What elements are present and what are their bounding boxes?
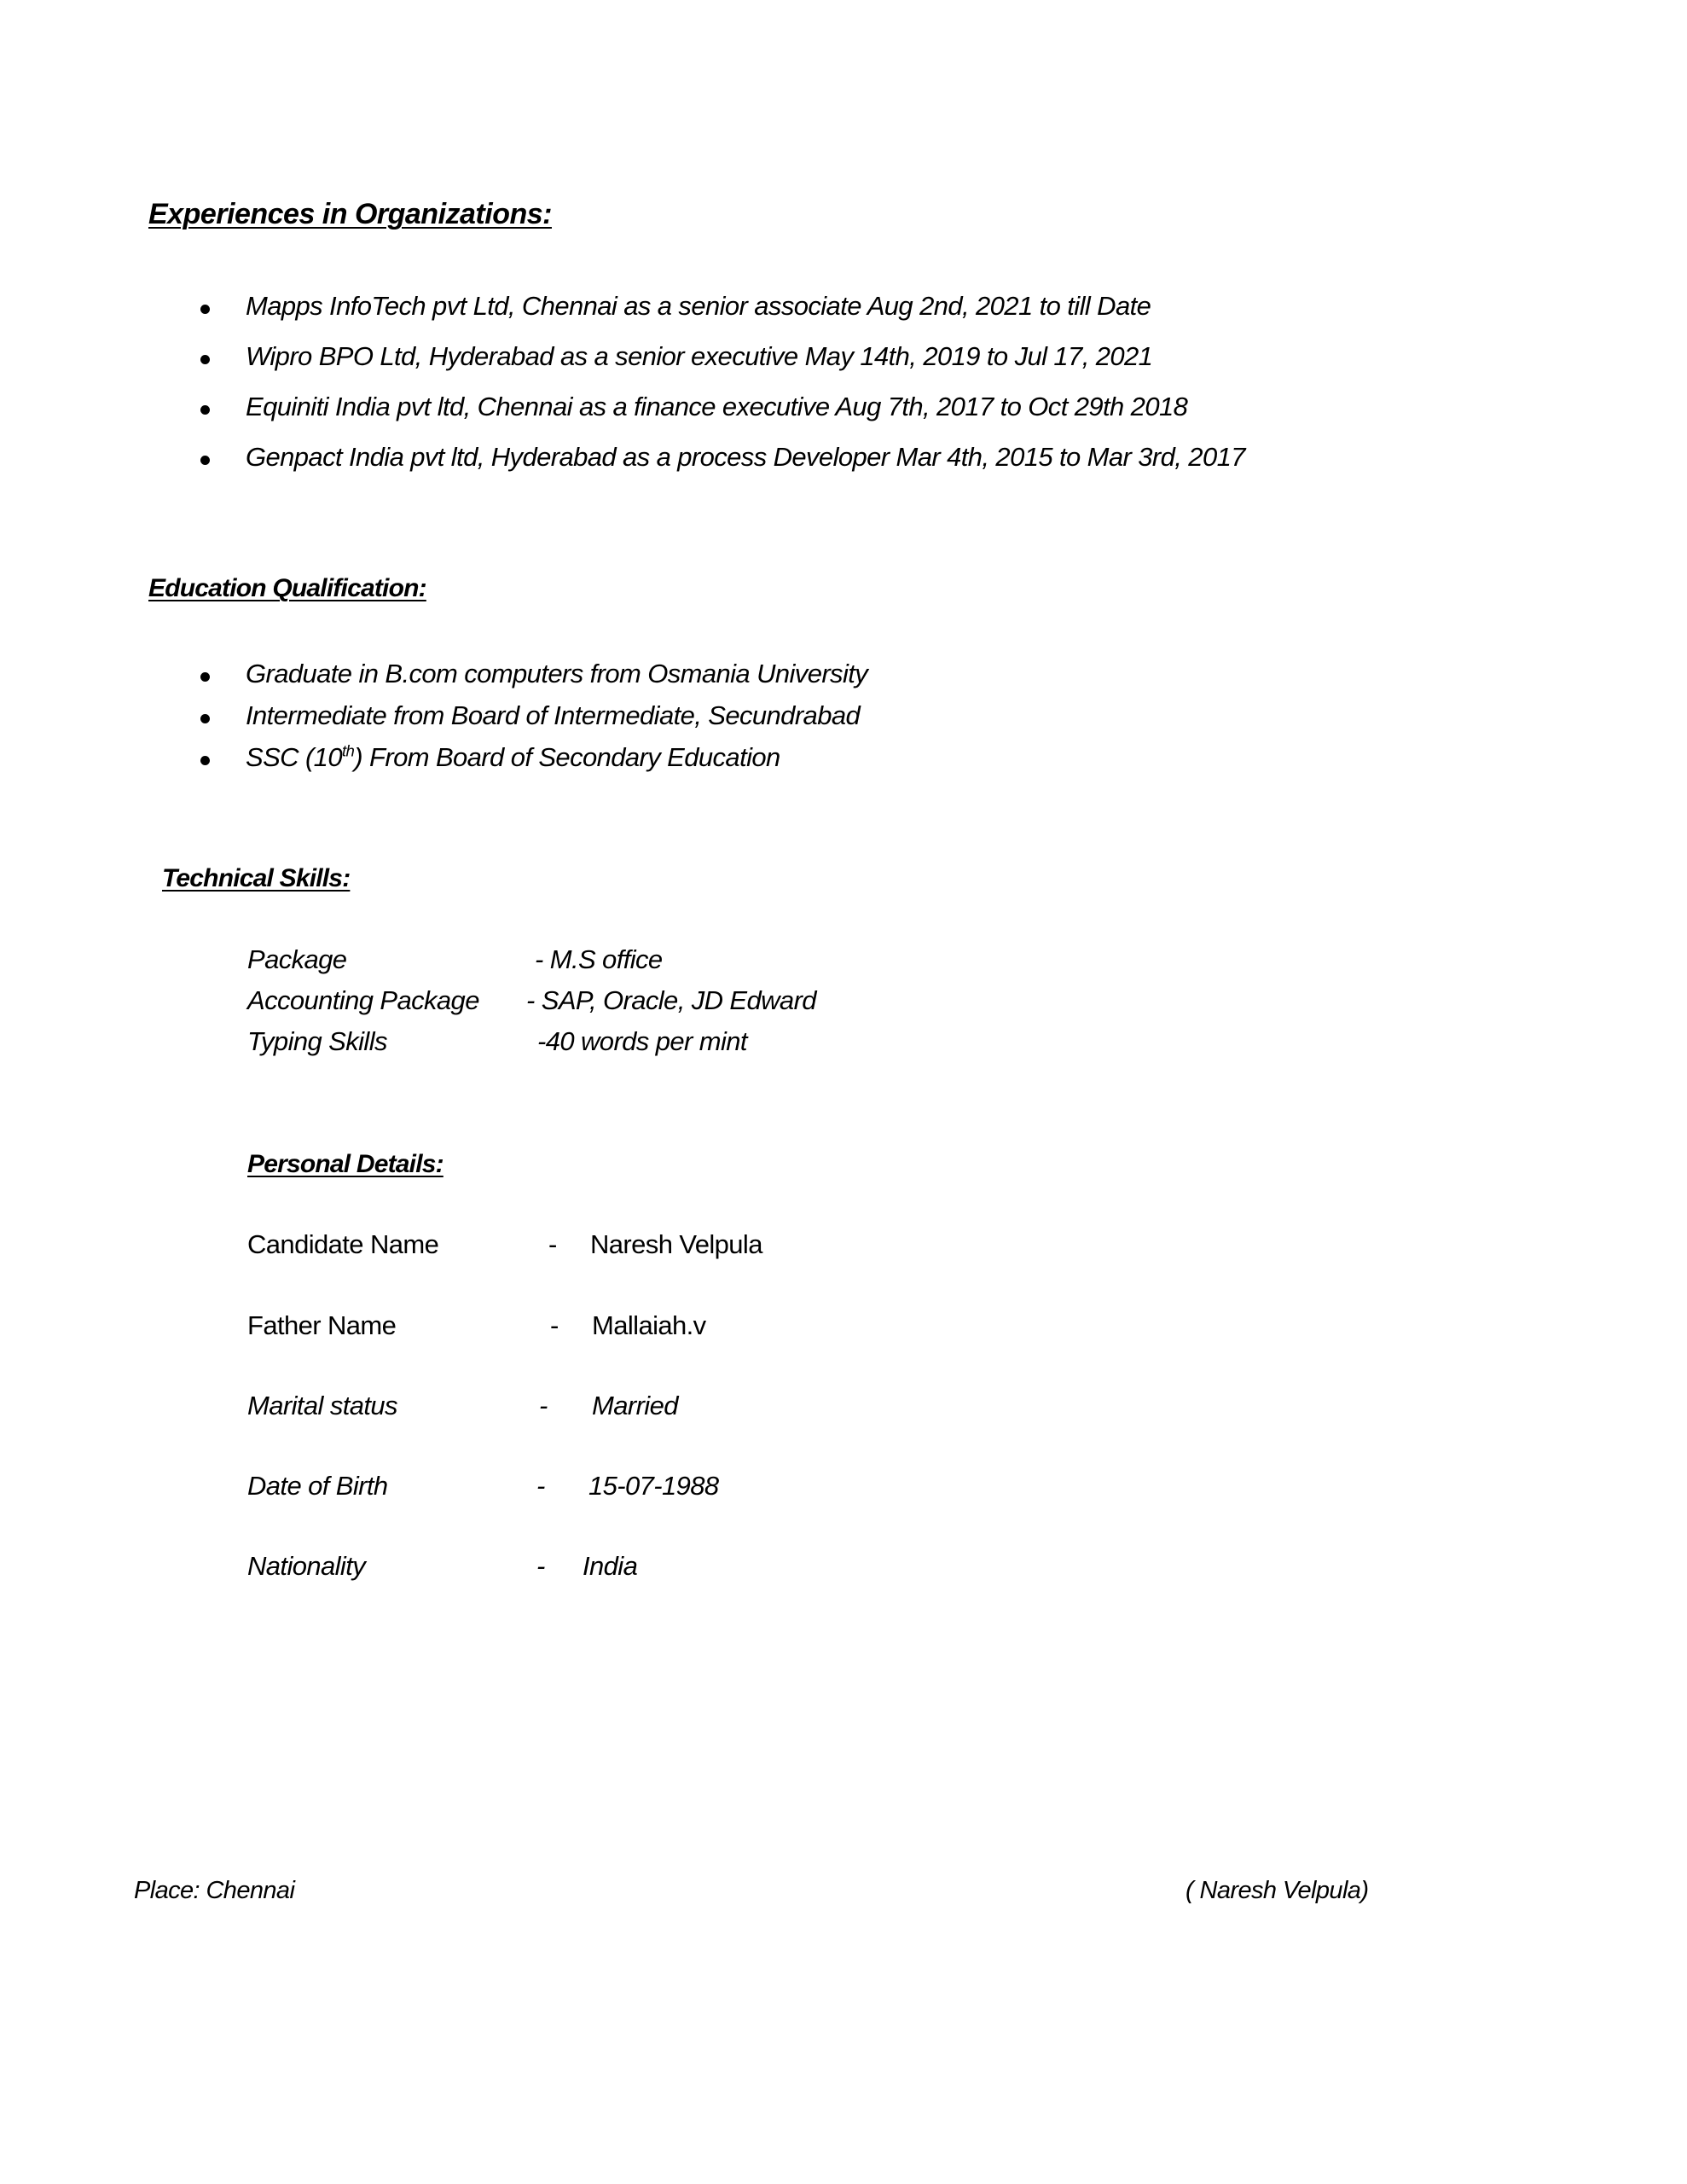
signature-name: ( Naresh Velpula) bbox=[1186, 1877, 1369, 1904]
place-label: Place: Chennai bbox=[134, 1877, 295, 1904]
detail-label: Marital status bbox=[247, 1391, 397, 1420]
skill-value: - M.S office bbox=[535, 944, 663, 974]
detail-separator: - bbox=[548, 1229, 557, 1259]
detail-label: Nationality bbox=[247, 1551, 366, 1581]
experience-item: Mapps InfoTech pvt Ltd, Chennai as a senior associate Aug 2nd, 2021 to till Date bbox=[246, 291, 1151, 321]
bullet-icon bbox=[200, 355, 210, 364]
detail-value: Naresh Velpula bbox=[590, 1229, 762, 1259]
bullet-icon bbox=[200, 714, 210, 723]
experience-item: Equiniti India pvt ltd, Chennai as a finance executive Aug 7th, 2017 to Oct 29th 2018 bbox=[246, 392, 1188, 421]
education-item bbox=[246, 742, 780, 773]
technical-skills-heading: Technical Skills: bbox=[162, 864, 351, 892]
skill-value: - SAP, Oracle, JD Edward bbox=[526, 985, 816, 1015]
personal-details-heading: Personal Details: bbox=[247, 1150, 443, 1178]
skill-label: Typing Skills bbox=[247, 1026, 387, 1056]
detail-value: 15-07-1988 bbox=[588, 1471, 719, 1501]
bullet-icon bbox=[200, 456, 210, 465]
bullet-icon bbox=[200, 405, 210, 415]
detail-separator: - bbox=[550, 1310, 559, 1340]
detail-value: Married bbox=[592, 1391, 678, 1420]
detail-value: Mallaiah.v bbox=[592, 1310, 706, 1340]
detail-value: India bbox=[583, 1551, 638, 1581]
detail-separator: - bbox=[539, 1391, 548, 1420]
bullet-icon bbox=[200, 672, 210, 682]
experience-heading: Experiences in Organizations: bbox=[148, 198, 552, 230]
detail-label: Date of Birth bbox=[247, 1471, 388, 1501]
detail-separator: - bbox=[536, 1551, 545, 1581]
education-item: Graduate in B.com computers from Osmania University bbox=[246, 659, 868, 688]
bullet-icon bbox=[200, 305, 210, 314]
skill-label: Package bbox=[247, 944, 347, 974]
detail-separator: - bbox=[536, 1471, 545, 1501]
ssc-prefix: SSC (10 bbox=[246, 742, 342, 772]
experience-item: Wipro BPO Ltd, Hyderabad as a senior executive May 14th, 2019 to Jul 17, 2021 bbox=[246, 341, 1153, 371]
detail-label: Candidate Name bbox=[247, 1229, 439, 1259]
education-heading: Education Qualification: bbox=[148, 574, 426, 602]
ssc-suffix: ) From Board of Secondary Education bbox=[354, 742, 780, 772]
education-item: Intermediate from Board of Intermediate, Secundrabad bbox=[246, 700, 861, 730]
skill-label: Accounting Package bbox=[247, 985, 479, 1015]
detail-label: Father Name bbox=[247, 1310, 397, 1340]
bullet-icon bbox=[200, 756, 210, 765]
skill-value: -40 words per mint bbox=[537, 1026, 747, 1056]
ssc-superscript: th bbox=[341, 741, 355, 760]
experience-item: Genpact India pvt ltd, Hyderabad as a process Developer Mar 4th, 2015 to Mar 3rd, 2017 bbox=[246, 442, 1245, 472]
